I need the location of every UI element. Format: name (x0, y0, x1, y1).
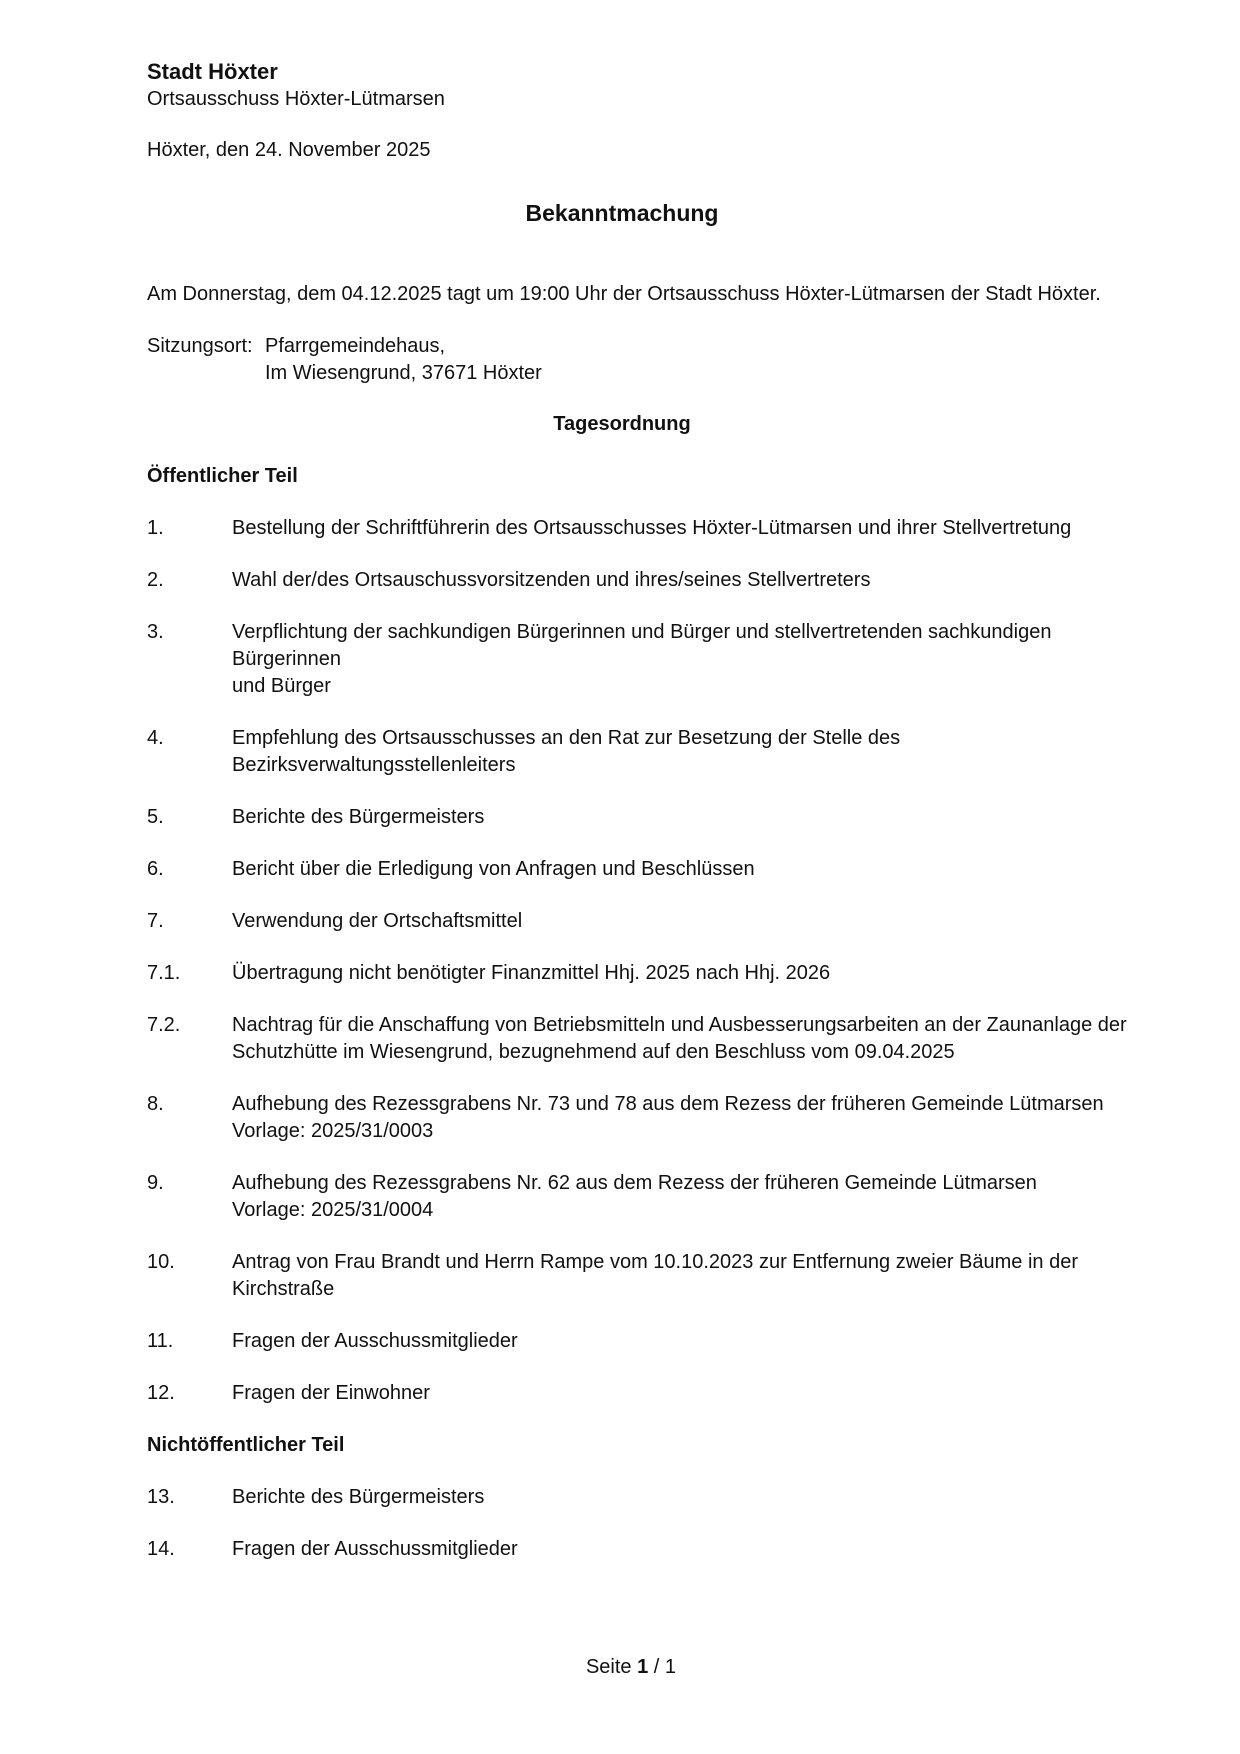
agenda-item-line: Wahl der/des Ortsauschussvorsitzenden und ihres/seines Stellvertreters (232, 569, 871, 591)
agenda-item-text (232, 856, 1127, 883)
agenda-item-text (232, 515, 1127, 542)
agenda-item (147, 1170, 1127, 1224)
agenda-item (147, 1328, 1127, 1355)
agenda-item-line: Fragen der Ausschussmitglieder (232, 1538, 518, 1560)
agenda-item-line: Schutzhütte im Wiesengrund, bezugnehmend auf den Beschluss vom 09.04.2025 (232, 1041, 955, 1063)
agenda-item-number: 1. (147, 517, 164, 539)
agenda-item-text (232, 1091, 1127, 1145)
agenda-item-text (232, 804, 1127, 831)
agenda-item-line: Nachtrag für die Anschaffung von Betriebsmitteln und Ausbesserungsarbeiten an der Zaunanlage der (232, 1014, 1127, 1036)
agenda-item-line: Bestellung der Schriftführerin des Ortsausschusses Höxter-Lütmarsen und ihrer Stellvertretung (232, 517, 1072, 539)
page-separator: / (653, 1656, 660, 1678)
agenda-item (147, 619, 1127, 700)
agenda-item-line: Verwendung der Ortschaftsmittel (232, 910, 523, 932)
location-address (265, 333, 542, 387)
committee-name: Ortsausschuss Höxter-Lütmarsen (147, 88, 445, 110)
location-label: Sitzungsort: (147, 335, 253, 357)
agenda-item-text (232, 1484, 1127, 1511)
agenda-item (147, 1012, 1127, 1066)
location-line-2: Im Wiesengrund, 37671 Höxter (265, 362, 542, 384)
agenda-item-line: Bericht über die Erledigung von Anfragen und Beschlüssen (232, 858, 755, 880)
agenda-item-text (232, 567, 1127, 594)
agenda-item-number: 11. (147, 1330, 174, 1352)
agenda-item (147, 1380, 1127, 1407)
agenda-item-number: 3. (147, 621, 164, 643)
page-footer (0, 1654, 1240, 1681)
agenda-item-number: 13. (147, 1486, 175, 1508)
agenda-item (147, 804, 1127, 831)
agenda-item-line: Bezirksverwaltungsstellenleiters (232, 754, 516, 776)
agenda-item-line: Vorlage: 2025/31/0004 (232, 1199, 434, 1221)
agenda-item-line: Aufhebung des Rezessgrabens Nr. 62 aus dem Rezess der früheren Gemeinde Lütmarsen (232, 1172, 1037, 1194)
agenda-item (147, 1484, 1127, 1511)
agenda-item-number: 14. (147, 1538, 175, 1560)
agenda-item-number: 7.1. (147, 962, 181, 984)
date-line: Höxter, den 24. November 2025 (147, 139, 431, 161)
public-agenda-list (147, 515, 1127, 1407)
agenda-title: Tagesordnung (553, 413, 691, 435)
location-line-1: Pfarrgemeindehaus, (265, 335, 446, 357)
agenda-item-line: Übertragung nicht benötigter Finanzmittel Hhj. 2025 nach Hhj. 2026 (232, 962, 831, 984)
agenda-item-line: Fragen der Ausschussmitglieder (232, 1330, 518, 1352)
agenda-item-text (232, 1328, 1127, 1355)
nonpublic-agenda-list (147, 1484, 1127, 1563)
agenda-item-line: Berichte des Bürgermeisters (232, 806, 485, 828)
agenda-item-number: 8. (147, 1093, 164, 1115)
agenda-item (147, 856, 1127, 883)
organization-name: Stadt Höxter (147, 59, 278, 84)
current-page-number: 1 (637, 1656, 649, 1678)
agenda-item-number: 4. (147, 727, 164, 749)
agenda-item (147, 1249, 1127, 1303)
agenda-item-line: und Bürger (232, 675, 331, 697)
public-section-heading: Öffentlicher Teil (147, 465, 298, 487)
agenda-item (147, 725, 1127, 779)
agenda-item (147, 567, 1127, 594)
agenda-item-text (232, 1170, 1127, 1224)
agenda-item-text (232, 725, 1127, 779)
agenda-item-number: 12. (147, 1382, 175, 1404)
page-label: Seite (585, 1656, 632, 1678)
agenda-item-text (232, 1536, 1127, 1563)
agenda-item (147, 515, 1127, 542)
intro-paragraph: Am Donnerstag, dem 04.12.2025 tagt um 19:00 Uhr der Ortsausschuss Höxter-Lütmarsen der Stadt Höxter. (147, 283, 1101, 305)
agenda-item-line: Antrag von Frau Brandt und Herrn Rampe vom 10.10.2023 zur Entfernung zweier Bäume in der (232, 1251, 1079, 1273)
nonpublic-section-heading: Nichtöffentlicher Teil (147, 1434, 345, 1456)
agenda-item (147, 1091, 1127, 1145)
agenda-item-number: 9. (147, 1172, 164, 1194)
agenda-item-text (232, 1012, 1127, 1066)
agenda-item-line: Vorlage: 2025/31/0003 (232, 1120, 434, 1142)
agenda-item-line: Berichte des Bürgermeisters (232, 1486, 485, 1508)
agenda-item (147, 960, 1127, 987)
agenda-item-text (232, 1380, 1127, 1407)
document-title: Bekanntmachung (525, 200, 719, 226)
agenda-item-text (232, 908, 1127, 935)
agenda-item-text (232, 619, 1127, 700)
agenda-item-number: 10. (147, 1251, 175, 1273)
agenda-item-number: 2. (147, 569, 164, 591)
agenda-item-line: Kirchstraße (232, 1278, 335, 1300)
agenda-item (147, 908, 1127, 935)
agenda-item-number: 6. (147, 858, 164, 880)
document-page (147, 58, 1127, 1563)
total-page-count: 1 (664, 1656, 677, 1678)
agenda-item-number: 7.2. (147, 1014, 181, 1036)
agenda-item-text (232, 1249, 1127, 1303)
agenda-item-line: Verpflichtung der sachkundigen Bürgerinnen und Bürger und stellvertretenden sachkundigen Bürgerinnen (232, 621, 1052, 670)
meeting-location (147, 333, 1127, 387)
agenda-item-number: 5. (147, 806, 164, 828)
agenda-item-number: 7. (147, 910, 164, 932)
agenda-item-line: Empfehlung des Ortsausschusses an den Rat zur Besetzung der Stelle des (232, 727, 901, 749)
agenda-item-line: Aufhebung des Rezessgrabens Nr. 73 und 78 aus dem Rezess der früheren Gemeinde Lütmarsen (232, 1093, 1104, 1115)
agenda-item-line: Fragen der Einwohner (232, 1382, 430, 1404)
agenda-item (147, 1536, 1127, 1563)
agenda-item-text (232, 960, 1127, 987)
